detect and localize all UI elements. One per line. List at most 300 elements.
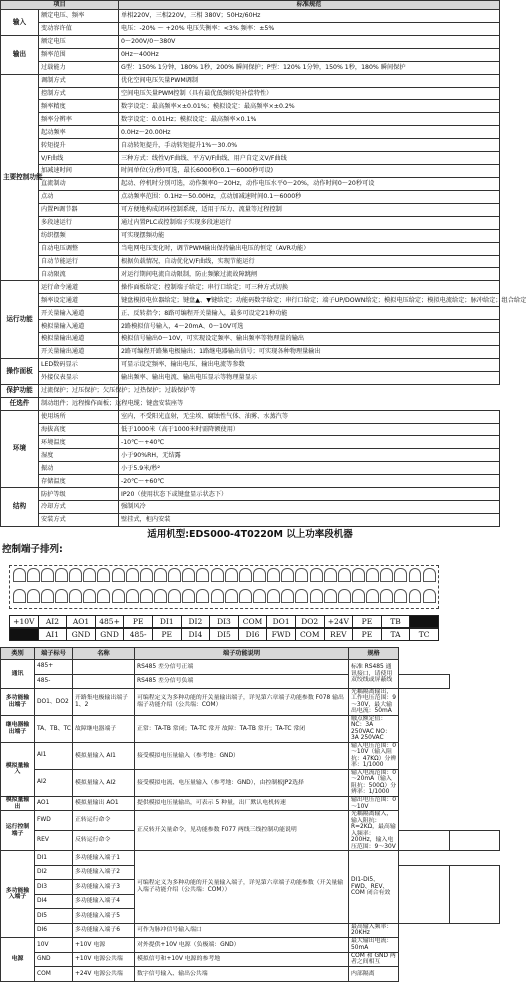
spec-value: 当电网电压变化时，调节PWM输出保持输出电压的恒定（AVR功能） xyxy=(119,242,500,255)
terminal-bottom-10: COM xyxy=(296,629,325,640)
spec-row xyxy=(1,358,500,371)
terminal-screw xyxy=(140,589,153,603)
ctl-code: DI2 xyxy=(35,865,73,880)
terminal-top-4: PE xyxy=(124,616,153,627)
ctl-spec xyxy=(449,831,499,851)
ctl-header-row xyxy=(1,648,500,660)
terminal-top-11: +24V xyxy=(325,616,354,627)
spec-value: 自动转矩提升，手动转矩提升1%～30.0% xyxy=(119,139,500,152)
spec-row xyxy=(1,126,500,139)
spec-header-row xyxy=(1,1,500,10)
spec-value: 起动、停机时分别可选，动作频率0～20Hz，动作电压水平0～20%，动作时间0～20秒可设 xyxy=(119,177,500,190)
terminal-screw xyxy=(239,589,252,603)
spec-subitem: 模拟量输出通道 xyxy=(39,333,119,346)
ctl-spec: 标准 RS485 通讯接口，请使用双绞线或屏蔽线 xyxy=(349,660,399,689)
spec-subitem: 开关量输出通道 xyxy=(39,345,119,358)
ctl-spec: COM 和 GND 两者之间相互 xyxy=(349,952,399,967)
terminal-screw xyxy=(409,568,422,582)
ctl-name xyxy=(73,674,135,689)
terminal-bottom-6: DI4 xyxy=(182,629,211,640)
ctl-name: 模拟量输入 AI1 xyxy=(73,742,135,769)
terminal-bottom-12: PE xyxy=(353,629,382,640)
ctl-function: RS485 差分信号负端 xyxy=(135,674,349,689)
terminal-bottom-5: PE xyxy=(153,629,182,640)
ctl-row xyxy=(1,811,500,831)
terminal-screw xyxy=(55,589,68,603)
spec-value: 时间单位(分/秒)可选，最长6000秒(0.1～6000秒可设) xyxy=(119,165,500,178)
ctl-header-category: 类别 xyxy=(1,648,35,660)
ctl-name: 多功能输入端子1 xyxy=(73,851,135,866)
spec-category: 操作面板 xyxy=(1,358,39,384)
terminal-bottom-7: DI5 xyxy=(210,629,239,640)
terminal-screw xyxy=(211,589,224,603)
terminal-top-3: 485+ xyxy=(96,616,125,627)
spec-subitem: V/F曲线 xyxy=(39,152,119,165)
ctl-category: 通讯 xyxy=(1,660,35,689)
spec-value: 数字设定：最高频率×±0.01%；模拟设定：最高频率×±0.2% xyxy=(119,100,500,113)
spec-value: 对运行期间电流自动限制，防止频繁过流故障跳闸 xyxy=(119,268,500,281)
spec-category: 任选件 xyxy=(1,397,39,410)
ctl-category: 多功能输入端子 xyxy=(1,851,35,938)
spec-subitem: 频率精度 xyxy=(39,100,119,113)
spec-value: 0Hz～400Hz xyxy=(119,48,500,61)
terminal-screw xyxy=(168,589,181,603)
ctl-code: 485- xyxy=(35,674,73,689)
terminal-screw xyxy=(394,568,407,582)
terminal-top-14 xyxy=(410,616,438,627)
terminal-screw xyxy=(324,568,337,582)
terminal-top-0: +10V xyxy=(10,616,39,627)
ctl-spec: 最大输出电流：50mA xyxy=(349,938,399,953)
terminal-screw xyxy=(310,568,323,582)
spec-subitem: 纺织摆频 xyxy=(39,229,119,242)
ctl-spec: 输入电流范围：0～20mA（输入阻抗：500Ω）分辨率：1/1000 xyxy=(349,769,399,796)
spec-subitem: 自动节能运行 xyxy=(39,255,119,268)
ctl-name: +10V 电源公共端 xyxy=(73,952,135,967)
ctl-function: 可编程定义为多种功能的开关量输出端子，详见第六章端子功能参数 F078 输出端子功能介绍（公共端：COM） xyxy=(135,689,349,716)
spec-row xyxy=(1,48,500,61)
terminal-screw xyxy=(154,568,167,582)
spec-subitem: LED数码显示 xyxy=(39,358,119,371)
terminal-screw xyxy=(423,589,436,603)
terminal-screw xyxy=(324,589,337,603)
spec-value: 电压：-20% ～ +20% 电压失衡率：<3% 频率：±5% xyxy=(119,22,500,35)
ctl-name: 开路集电极输出端子1、2 xyxy=(73,689,135,716)
spec-value: 数字设定：0.01Hz；模拟设定：最高频率×0.1% xyxy=(119,113,500,126)
ctl-row xyxy=(1,674,500,689)
terminal-screw xyxy=(41,589,54,603)
ctl-name: 反转运行命令 xyxy=(73,831,135,851)
terminal-screw xyxy=(423,568,436,582)
terminal-screw xyxy=(13,589,26,603)
spec-subitem: 防护等级 xyxy=(39,488,119,501)
spec-value: 键盘模拟电位器给定；键盘▲、▼键给定；功能码数字给定；串行口给定；端子UP/DOWN给定；模拟电压给定；模拟电流给定；脉冲给定；组合给定 xyxy=(119,294,500,307)
spec-category: 环境 xyxy=(1,410,39,488)
spec-row xyxy=(1,190,500,203)
spec-subitem: 振动 xyxy=(39,462,119,475)
spec-value: 模拟信号输出0～10V，可实现设定频率、输出频率等物理量的输出 xyxy=(119,333,500,346)
ctl-row xyxy=(1,851,500,866)
spec-row xyxy=(1,501,500,514)
terminal-top-1: AI2 xyxy=(39,616,68,627)
ctl-code: AI1 xyxy=(35,742,73,769)
ctl-name: 正转运行命令 xyxy=(73,811,135,831)
ctl-spec: 输出电压范围：0～10V xyxy=(349,796,399,811)
spec-value: 0～200V/0～380V xyxy=(119,35,500,48)
terminal-screw xyxy=(112,589,125,603)
ctl-code: DI1 xyxy=(35,851,73,866)
ctl-spec: 最高输入频率：20KHz xyxy=(349,923,399,938)
ctl-spec: 输入电压范围：0～10V（输入阻抗：47KΩ）分辨率：1/1000 xyxy=(349,742,399,769)
terminal-screw xyxy=(267,589,280,603)
ctl-row xyxy=(1,796,500,811)
spec-header-item: 项目 xyxy=(1,1,119,10)
ctl-name: 多功能输入端子4 xyxy=(73,894,135,909)
spec-value: 正、反转指令；8路可编程开关量输入，最多可设定21种功能 xyxy=(119,307,500,320)
terminal-screw xyxy=(310,589,323,603)
spec-value: -10℃～+40℃ xyxy=(119,436,500,449)
spec-category: 输出 xyxy=(1,35,39,74)
spec-value: 输出频率、输出电流、输出电压显示等物理量显示 xyxy=(119,371,500,384)
terminal-row-bottom xyxy=(9,628,439,641)
ctl-spec: DI1-DI5、FWD、REV、COM 闭合有效 xyxy=(349,851,399,924)
spec-value: 强制风冷 xyxy=(119,501,500,514)
terminal-screw xyxy=(97,589,110,603)
spec-row xyxy=(1,371,500,384)
spec-subitem: 模拟量输入通道 xyxy=(39,320,119,333)
spec-row xyxy=(1,281,500,294)
terminal-screw xyxy=(253,589,266,603)
ctl-spec: 触点额定值：NC：3A 250VAC NO：3A 250VAC xyxy=(349,715,399,742)
terminal-top-13: TB xyxy=(382,616,411,627)
spec-row xyxy=(1,242,500,255)
terminal-screw xyxy=(409,589,422,603)
spec-row xyxy=(1,423,500,436)
ctl-code: DI3 xyxy=(35,880,73,895)
spec-subitem: 海拔高度 xyxy=(39,423,119,436)
spec-subitem: 使用场所 xyxy=(39,410,119,423)
spec-row xyxy=(1,113,500,126)
spec-subitem: 额定电压 xyxy=(39,35,119,48)
terminal-screw xyxy=(338,589,351,603)
spec-row xyxy=(1,87,500,100)
ctl-name: 多功能输入端子5 xyxy=(73,909,135,924)
spec-row xyxy=(1,229,500,242)
terminal-bottom-4: 485- xyxy=(124,629,153,640)
spec-value: 根据负载情况，自动优化V/F曲线，实现节能运行 xyxy=(119,255,500,268)
terminal-top-8: COM xyxy=(239,616,268,627)
spec-row xyxy=(1,488,500,501)
terminal-screw xyxy=(281,568,294,582)
ctl-spec: 光耦隔离输入，输入阻抗：R=2KΩ，最高输入频率：200Hz，输入电压范围：9～30V xyxy=(349,811,399,851)
spec-subitem: 加减速时间 xyxy=(39,165,119,178)
spec-subitem: 变动容许值 xyxy=(39,22,119,35)
ctl-function: 正常：TA-TB 常闭；TA-TC 常开 故障：TA-TB 常开；TA-TC 常闭 xyxy=(135,715,349,742)
terminal-screw xyxy=(225,568,238,582)
spec-value: 点动频率范围：0.1Hz～50.00Hz，点动加减速时间0.1～6000秒 xyxy=(119,190,500,203)
ctl-function: RS485 差分信号正端 xyxy=(135,660,349,675)
ctl-name: 模拟量输入 AI2 xyxy=(73,769,135,796)
terminal-screw xyxy=(366,568,379,582)
ctl-function xyxy=(399,865,449,923)
ctl-header-code: 端子标号 xyxy=(35,648,73,660)
terminal-bottom-11: REV xyxy=(325,629,354,640)
ctl-code: DI6 xyxy=(35,923,73,938)
terminal-bottom-13: TA xyxy=(382,629,411,640)
spec-row xyxy=(1,475,500,488)
spec-value: 三种方式：线性V/F曲线、平方V/F曲线、用户自定义V/F曲线 xyxy=(119,152,500,165)
ctl-name: 多功能输入端子2 xyxy=(73,865,135,880)
terminal-top-6: DI2 xyxy=(182,616,211,627)
spec-row xyxy=(1,177,500,190)
terminal-top-7: DI3 xyxy=(210,616,239,627)
ctl-function: 接受模拟电压量输入（参考地：GND） xyxy=(135,742,349,769)
spec-row xyxy=(1,333,500,346)
ctl-code: 485+ xyxy=(35,660,73,675)
spec-subitem: 冷却方式 xyxy=(39,501,119,514)
spec-value: 通过内置PLC或控制端子实现多段速运行 xyxy=(119,216,500,229)
terminal-row-top xyxy=(9,615,439,628)
spec-row xyxy=(1,449,500,462)
ctl-row xyxy=(1,967,500,982)
spec-row xyxy=(1,384,500,397)
spec-row xyxy=(1,268,500,281)
spec-category: 输入 xyxy=(1,10,39,36)
ctl-row xyxy=(1,952,500,967)
spec-subitem: 自动电压调整 xyxy=(39,242,119,255)
terminal-top-5: DI1 xyxy=(153,616,182,627)
terminal-screw xyxy=(281,589,294,603)
terminal-screw xyxy=(239,568,252,582)
terminal-screw xyxy=(27,589,40,603)
terminal-screw xyxy=(55,568,68,582)
spec-subitem: 安装方式 xyxy=(39,513,119,526)
spec-subitem: 起动频率 xyxy=(39,126,119,139)
ctl-header-spec: 规格 xyxy=(349,648,399,660)
terminal-top-9: DO1 xyxy=(267,616,296,627)
spec-value: 2路可编程开路集电极输出；1路继电器输出信号；可实现各种物理量输出 xyxy=(119,345,500,358)
ctl-function xyxy=(399,831,449,851)
spec-value: 小于5.9米/秒² xyxy=(119,462,500,475)
spec-subitem: 运行命令通道 xyxy=(39,281,119,294)
spec-subitem: 湿度 xyxy=(39,449,119,462)
spec-value: 可实现摆频功能 xyxy=(119,229,500,242)
spec-row xyxy=(1,10,500,23)
spec-row xyxy=(1,462,500,475)
terminal-bottom-1: AI1 xyxy=(39,629,68,640)
terminal-screw xyxy=(196,589,209,603)
terminal-screw xyxy=(394,589,407,603)
spec-value: IP20（使用状态下或键盘显示状态下） xyxy=(119,488,500,501)
ctl-name: +10V 电源 xyxy=(73,938,135,953)
spec-subitem: 直流制动 xyxy=(39,177,119,190)
spec-category: 结构 xyxy=(1,488,39,527)
spec-row xyxy=(1,139,500,152)
spec-row xyxy=(1,100,500,113)
spec-row xyxy=(1,307,500,320)
ctl-function: 可编程定义为多种功能的开关量输入端子，详见第六章端子功能参数（开关量输入端子功能介绍（公共端：COM）） xyxy=(135,851,349,924)
spec-value: 空间电压矢量PWM控制（具有最优低频转矩补偿特性） xyxy=(119,87,500,100)
spec-row xyxy=(1,410,500,423)
ctl-name xyxy=(73,660,135,675)
terminal-screw xyxy=(112,568,125,582)
spec-subitem: 频率设定通道 xyxy=(39,294,119,307)
terminal-screw xyxy=(97,568,110,582)
terminal-bottom-0 xyxy=(10,629,39,640)
terminal-screw xyxy=(295,589,308,603)
spec-value: 壁挂式，柜内安装 xyxy=(119,513,500,526)
spec-value: 0.0Hz～20.00Hz xyxy=(119,126,500,139)
ctl-code: DI4 xyxy=(35,894,73,909)
ctl-code: REV xyxy=(35,831,73,851)
terminal-screw xyxy=(41,568,54,582)
spec-subitem: 过载能力 xyxy=(39,61,119,74)
spec-value: 操作面板给定；控制端子给定；串行口给定；可三种方式切换 xyxy=(119,281,500,294)
spec-row xyxy=(1,61,500,74)
spec-row xyxy=(1,165,500,178)
ctl-spec: 光耦隔离输出，工作电压范围：9～30V，最大输出电流：50mA xyxy=(349,689,399,716)
terminal-screw xyxy=(126,589,139,603)
terminal-screw xyxy=(380,589,393,603)
ctl-row xyxy=(1,923,500,938)
terminal-screw xyxy=(352,589,365,603)
spec-subitem: 多段速运行 xyxy=(39,216,119,229)
ctl-code: 10V xyxy=(35,938,73,953)
spec-row xyxy=(1,320,500,333)
ctl-function: 提供模拟电压量输出，可表示 5 种量，出厂默认电机转速 xyxy=(135,796,349,811)
spec-value: 制动组件；远程操作面板；远程电缆；键盘安装座等 xyxy=(39,397,119,410)
terminal-screw xyxy=(267,568,280,582)
ctl-name: 模拟量输出 AO1 xyxy=(73,796,135,811)
ctl-code: AO1 xyxy=(35,796,73,811)
terminal-screw xyxy=(352,568,365,582)
spec-subitem: 点动 xyxy=(39,190,119,203)
terminal-screw xyxy=(182,589,195,603)
ctl-spec xyxy=(449,865,499,923)
ctl-header-name: 名称 xyxy=(73,648,135,660)
terminal-screw xyxy=(140,568,153,582)
terminal-screw xyxy=(253,568,266,582)
spec-subitem: 自动限流 xyxy=(39,268,119,281)
spec-value: 过流保护；过压保护；欠压保护；过热保护；过载保护等 xyxy=(39,384,119,397)
ctl-category: 继电器输出端子 xyxy=(1,715,35,742)
spec-subitem: 额定电压、频率 xyxy=(39,10,119,23)
terminal-screw xyxy=(366,589,379,603)
ctl-row xyxy=(1,660,500,675)
terminal-screw xyxy=(225,589,238,603)
terminal-screw xyxy=(154,589,167,603)
ctl-function: 模拟信号和+10V 电源的参考地 xyxy=(135,952,349,967)
spec-subitem: 外接仪表显示 xyxy=(39,371,119,384)
ctl-header-function: 端子功能说明 xyxy=(135,648,349,660)
spec-value: G型：150% 1分钟，180% 1秒，200% 瞬间保护；P型：120% 1分钟，150% 1秒，180% 瞬间保护 xyxy=(119,61,500,74)
spec-row xyxy=(1,513,500,526)
ctl-name: 多功能输入端子6 xyxy=(73,923,135,938)
spec-row xyxy=(1,152,500,165)
terminal-top-10: DO2 xyxy=(296,616,325,627)
terminal-screw xyxy=(295,568,308,582)
ctl-name: +24V 电源公共端 xyxy=(73,967,135,982)
terminal-screw xyxy=(83,589,96,603)
ctl-category: 模拟量输出 xyxy=(1,796,35,811)
spec-category: 主要控制功能 xyxy=(1,74,39,281)
terminal-screw xyxy=(338,568,351,582)
terminal-screw-row-bottom xyxy=(12,589,436,603)
terminal-screw xyxy=(69,568,82,582)
spec-row xyxy=(1,255,500,268)
spec-value: 小于90%RH，无结露 xyxy=(119,449,500,462)
spec-subitem: 环境温度 xyxy=(39,436,119,449)
spec-row xyxy=(1,35,500,48)
ctl-code: AI2 xyxy=(35,769,73,796)
spec-value: 室内，不受阳光直射，无尘埃、腐蚀性气体、油雾、水蒸汽等 xyxy=(119,410,500,423)
spec-subitem: 内置PI调节器 xyxy=(39,203,119,216)
terminal-screw xyxy=(126,568,139,582)
terminal-screw xyxy=(13,568,26,582)
ctl-code: DI5 xyxy=(35,909,73,924)
terminal-screw xyxy=(182,568,195,582)
spec-subitem: 频率范围 xyxy=(39,48,119,61)
ctl-row xyxy=(1,689,500,716)
terminal-bottom-8: DI6 xyxy=(239,629,268,640)
ctl-function: 正反转开关量命令，见功能参数 F077 两线三线控制功能说明 xyxy=(135,811,349,851)
spec-value: -20℃～+60℃ xyxy=(119,475,500,488)
terminal-screw xyxy=(211,568,224,582)
spec-row xyxy=(1,436,500,449)
terminal-screw xyxy=(27,568,40,582)
spec-value: 单相220V，三相220V，三相 380V；50Hz/60Hz xyxy=(119,10,500,23)
ctl-category: 运行控制端子 xyxy=(1,811,35,851)
control-terminal-table xyxy=(0,647,500,982)
terminal-bottom-2: GND xyxy=(67,629,96,640)
spec-header-standard: 标准规范 xyxy=(119,1,500,10)
spec-row xyxy=(1,216,500,229)
spec-subitem: 调制方式 xyxy=(39,74,119,87)
ctl-function: 可作为脉冲信号输入端口 xyxy=(135,923,349,938)
ctl-code: TA、TB、TC xyxy=(35,715,73,742)
model-title: 适用机型:EDS000-4T0220M 以上功率段机器 xyxy=(147,529,353,540)
control-terminal-title: 控制端子排列: xyxy=(2,544,63,555)
ctl-function: 数字信号输入、输出公共端 xyxy=(135,967,349,982)
ctl-name: 故障继电器端子 xyxy=(73,715,135,742)
ctl-row xyxy=(1,742,500,769)
ctl-code: COM xyxy=(35,967,73,982)
spec-row xyxy=(1,203,500,216)
terminal-screw-row-top xyxy=(12,568,436,582)
terminal-screw xyxy=(196,568,209,582)
spec-subitem: 存储温度 xyxy=(39,475,119,488)
ctl-spec xyxy=(399,674,449,689)
spec-subitem: 控制方式 xyxy=(39,87,119,100)
ctl-row xyxy=(1,769,500,796)
spec-subitem: 频率分辨率 xyxy=(39,113,119,126)
ctl-function: 接受模拟电流、电压量输入（参考地：GND），由控制板JP2选择 xyxy=(135,769,349,796)
terminal-block-drawing xyxy=(0,559,500,643)
spec-row xyxy=(1,294,500,307)
ctl-function: 对外提供+10V 电源（负极端：GND） xyxy=(135,938,349,953)
terminal-bottom-9: FWD xyxy=(267,629,296,640)
ctl-code: FWD xyxy=(35,811,73,831)
spec-value: 低于1000米（高于1000米时需降额使用） xyxy=(119,423,500,436)
ctl-category: 电源 xyxy=(1,938,35,982)
terminal-bottom-14: TC xyxy=(418,630,430,639)
terminal-top-12: PE xyxy=(353,616,382,627)
spec-row xyxy=(1,74,500,87)
ctl-name: 多功能输入端子3 xyxy=(73,880,135,895)
terminal-screw xyxy=(380,568,393,582)
spec-row xyxy=(1,345,500,358)
spec-value: 优化空间电压矢量PWM调制 xyxy=(119,74,500,87)
